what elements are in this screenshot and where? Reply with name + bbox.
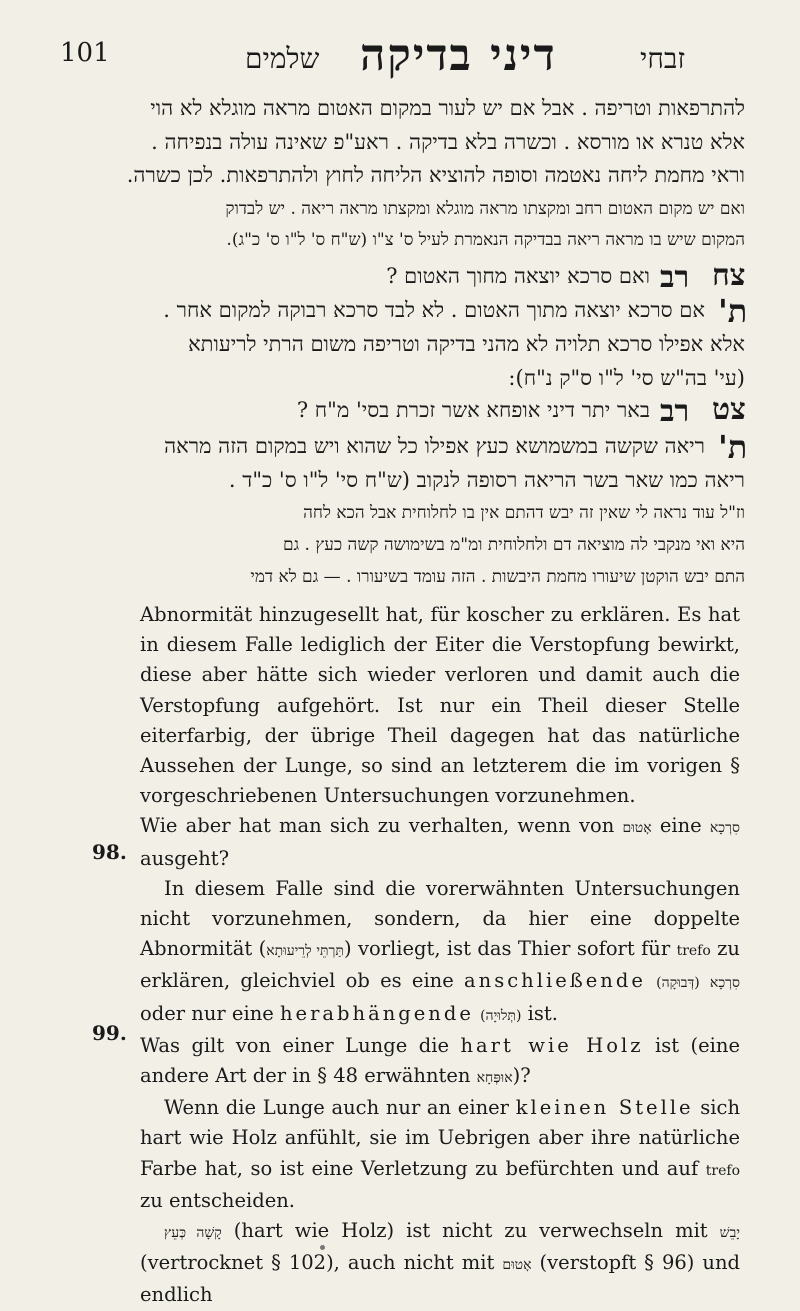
answer-98-small-line: התם יבש הוקטן שיעורו מחמת היבשות . הזה עומד בשיעורו . — גם לא דמי [250,567,745,587]
answer-98-german: In diesem Falle sind die vorerwähnten Untersuchungen nicht vorzunehmen, sondern, da hier eine doppelte Abnormität (תַּרְתֵּי לְרֵיעוּתָא) vorliegt, ist das Thier sofort für trefo zu erklären, gleichviel ob es eine anschließende סִרְכָא (דְּבוּקָה) oder nur eine herabhängende (תְּלוּיָה) ist. [140,876,741,1025]
emphasis-anschliessende: anschließende [464,969,646,993]
emphasis-kleinen-stelle: kleinen Stelle [515,1096,694,1120]
hebrew-term: יָבֵשׁ [719,1225,741,1242]
page-number: 101 [60,38,110,68]
question-number-97: צח [712,258,746,293]
header-left-title: שלמים [245,42,320,75]
answer-97-line: (עי' בה"ש סי' ל"ו ס"ק נ"ח): [508,366,745,390]
german-section [140,600,740,1311]
hebrew-line: להתרפאות וטריפה . אבל אם יש לעור במקום האטום מראה מוגלא לא הוי [150,96,745,120]
question-number-98-de: 98. [92,840,127,864]
hebrew-term: אָטוּם [502,1257,532,1274]
question-number-99-de: 99. [92,1021,127,1045]
print-speck [320,1245,325,1250]
hebrew-term: אָטוּם [622,820,652,837]
hebrew-small-line: המקום שיש בו מראה ריאה בבדיקה הנאמרת לעיל ס' צ"ו (ש"ח ס' ל"ו ס' כ"ג). [226,230,745,250]
answer-98-small-line: וז"ל עוד נראה לי שאין זה יבש דהתם אין בו לחלוחית אבל הכא לחה [303,503,745,523]
header-right-title: זבחי [640,42,686,75]
hebrew-small-line: ואם יש מקום האטום רחב ומקצתו מראה מוגלא ומקצתו מראה ריאה . יש לבדוק [225,199,745,219]
trefo-term: trefo [676,943,711,960]
answer-98-line: ריאה כמו שאר בשר הריאה רסופה לנקוב (ש"ח סי' ל"ו ס' כ"ד . [228,468,745,492]
answer-98-line: ריאה שקשה במשמושא כעץ אפילו כל שהוא ויש במקום הזה מראה [164,434,705,458]
answer-98-small-line: היא ואי מנקבי לה מוציאה דם ולחלוחית ומ"מ בשימושה קשה כעץ . גם [282,535,745,555]
answer-97-line: אם סרכא יוצאה מתוך האטום . לא לבד סרכא רבוקה למקום אחר . [163,298,705,322]
question-rav-marker: רב [660,260,690,295]
hebrew-line: אלא טנרא או מורסא . וכשרה בלא בדיקה . ראע"פ שאינה עולה בנפיחה . [151,130,745,154]
answer-99-german-cont: קָשָׁה כְּעֵץ (hart wie Holz) ist nicht zu verwechseln mit יָבֵשׁ (vertrocknet § 102), auch nicht mit אָטוּם (verstopft § 96) und endlich [140,1219,741,1307]
emphasis-herabhaengende: herabhängende [280,1001,474,1025]
answer-97-line: אלא אפילו סרכא תלויה לא מהני בדיקה וטריפה משום הרתי לריעותא [188,332,745,356]
hebrew-term: סִרְכָא [709,975,741,992]
question-rav-marker: רב [660,394,690,429]
question-98-german: Wie aber hat man sich zu verhalten, wenn von אָטוּם eine סִרְכָא ausgeht? [140,814,740,870]
answer-99-german: Wenn die Lunge auch nur an einer kleinen Stelle sich hart wie Holz anfühlt, sie im Uebrigen aber ihre natürliche Farbe hat, so ist eine Verletzung zu befürchten und auf trefo zu entscheiden. [140,1096,741,1212]
header-center-title: דיני בדיקה [360,30,557,81]
hebrew-term: (דְּבוּקָה) [656,975,700,992]
page-header [0,30,800,86]
hebrew-term: קָשָׁה כְּעֵץ [164,1225,222,1242]
question-number-98: צט [712,392,746,427]
trefo-term: trefo [705,1162,740,1179]
answer-tav-marker: ת' [718,428,748,466]
hebrew-term: אוּפְּחָא [476,1070,513,1087]
answer-tav-marker: ת' [718,292,748,330]
emphasis-hart-wie-holz: hart wie Holz [460,1033,644,1057]
question-98-text: באר יתר דיני אופחא אשר זכרת בסי' מ"ח ? [296,398,650,422]
hebrew-term: תַּרְתֵּי לְרֵיעוּתָא [266,943,344,960]
hebrew-term: (תְּלוּיָה) [480,1007,522,1024]
question-99-german: Was gilt von einer Lunge die hart wie Holz ist (eine andere Art der in § 48 erwähnten אוּפְּחָא)? [140,1033,741,1088]
hebrew-term: סִרְכָא [709,820,740,837]
german-paragraph-continuation: Abnormität hinzugesellt hat, für koscher zu erklären. Es hat in diesem Falle lediglich der Eiter die Verstopfung bewirkt, diese aber hätte sich wieder verloren und damit auch die Verstopfung aufgehört. Ist nur ein Theil dieser Stelle eiterfarbig, der übrige Theil dagegen hat das natürliche Aussehen der Lunge, so sind an letzterem die im vorigen § vorgeschriebenen Untersuchungen vorzunehmen. [140,603,740,808]
question-97-text: ואם סרכא יוצאה מחוך האטום ? [386,264,650,288]
hebrew-line: וראי מחמת ליחה נאטמה וסופה להוציא הליחה לחוץ ולהתרפאות. לכן כשרה. [126,163,745,187]
